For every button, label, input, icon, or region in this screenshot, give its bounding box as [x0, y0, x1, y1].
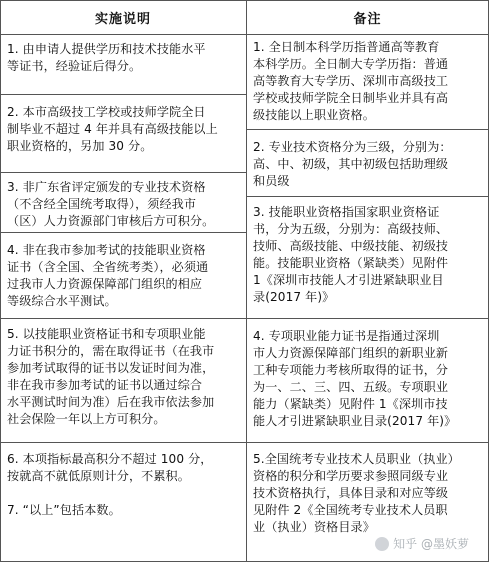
header-right: 备注 [353, 11, 382, 27]
table-border-left [0, 0, 1, 562]
row-divider [0, 442, 489, 443]
table-column-divider [246, 0, 247, 562]
left-note-2: 2. 本市高级技工学校或技师学院全日 制毕业不超过 4 年并具有高级技能以上 职业资格的，另加 30 分。 [7, 105, 218, 153]
right-note-4: 4. 专项职业能力证书是指通过深圳 市人力资源保障部门组织的新职业新 工种专项能力考核所取得的证书，分 为一、二、三、四、五级。专项职业 能力（紧缺类）见附件 1《深圳市技 能人才引进紧缺职业目录(2017 年)》 [253, 329, 457, 428]
left-note-4: 4. 非在我市参加考试的技能职业资格 证书（含全国、全省统考类），必须通 过我市人力资源保障部门组织的相应 等级综合水平测试。 [7, 243, 209, 308]
right-note-3: 3. 技能职业资格指国家职业资格证 书，分为五级，分别为：高级技师、 技师、高级技能、中级技能、初级技 能。技能职业资格（紧缺类）见附件 1《深圳市技能人才引进紧缺职业目 录(2017 年)》 [253, 205, 449, 304]
row-divider [0, 318, 489, 319]
left-note-3: 3. 非广东省评定颁发的专业技术资格 （不含经全国统考取得），须经我市 （区）人力资源部门审核后方可积分。 [7, 180, 215, 228]
right-note-1: 1. 全日制本科学历指普通高等教育 本科学历。全日制大专学历指：普通 高等教育大专学历、深圳市高级技工 学校或技师学院全日制毕业并具有高 级技能以上职业资格。 [253, 40, 449, 122]
row-divider [246, 129, 489, 130]
right-note-2: 2. 专业技术资格分为三级，分别为： 高、中、初级，其中初级包括助理级 和员级 [253, 140, 452, 188]
header-divider [0, 34, 489, 35]
zhihu-avatar-icon [375, 537, 389, 551]
watermark-text: 知乎 @墨妖萝 [393, 537, 469, 551]
row-divider [0, 232, 246, 233]
left-note-6-7: 6. 本项指标最高积分不超过 100 分， 按就高不就低原则计分，不累积。 7. “以上”包括本数。 [7, 452, 213, 517]
left-note-1: 1. 由申请人提供学历和技术技能水平 等证书，经验证后得分。 [7, 42, 206, 73]
zhihu-watermark [375, 535, 469, 552]
row-divider [0, 94, 246, 95]
header-left: 实施说明 [94, 11, 151, 27]
table-border-top [0, 0, 489, 1]
right-note-5: 5.全国统考专业技术人员职业（执业） 资格的积分和学历要求参照同级专业 技术资格执行，具体目录和对应等级 见附件 2《全国统考专业技术人员职 业（执业）资格目录》 [253, 452, 460, 534]
left-note-5: 5. 以技能职业资格证书和专项职业能 力证书积分的，需在取得证书（在我市 参加考试取得的证书以发证时间为准， 非在我市参加考试的证书以通过综合 水平测试时间为准）后在我市依法参加 社会保险一年以上方可积分。 [7, 327, 215, 426]
row-divider [0, 172, 246, 173]
row-divider [246, 196, 489, 197]
